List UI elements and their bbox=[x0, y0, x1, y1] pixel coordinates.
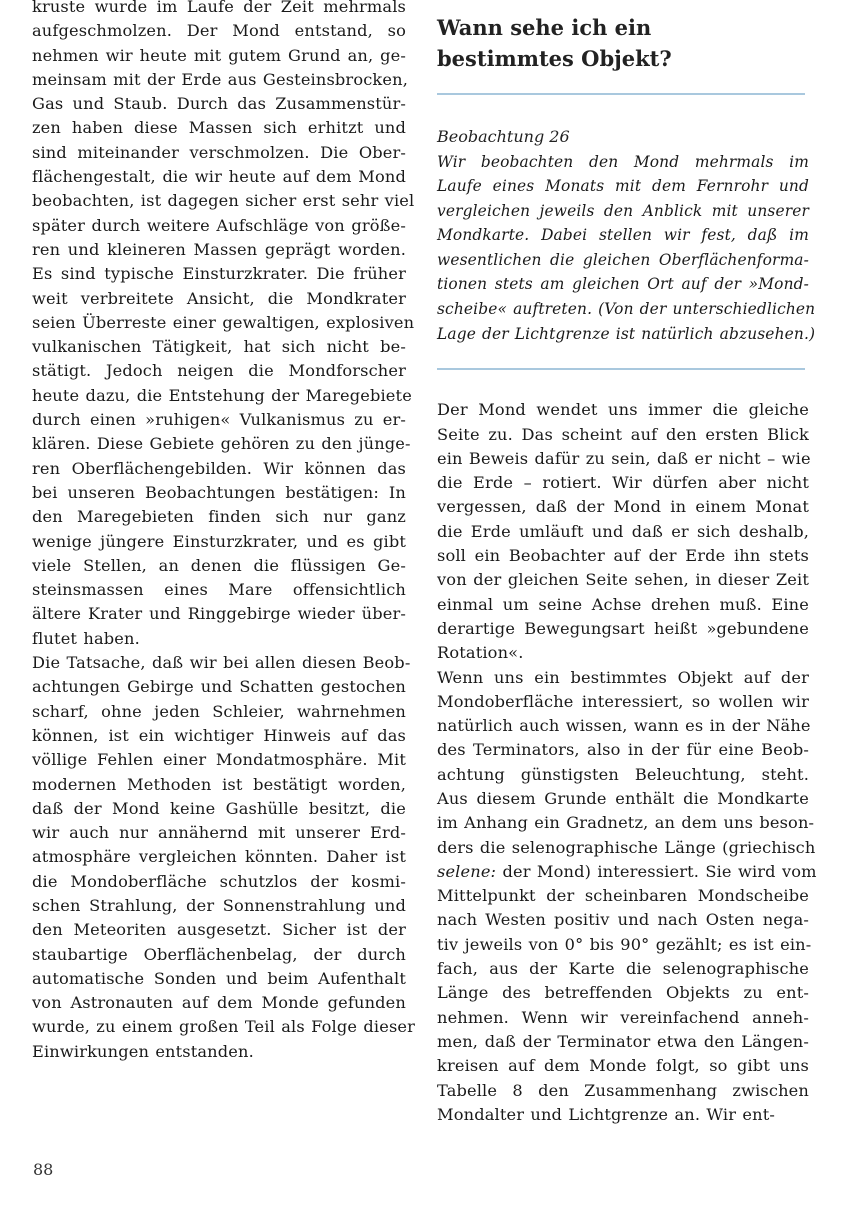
text-line: völlige Fehlen einer Mondatmosphäre. Mit bbox=[32, 750, 406, 770]
text-line: atmosphäre vergleichen könnten. Daher ist bbox=[32, 847, 406, 867]
text-line: meinsam mit der Erde aus Gesteinsbrocken, bbox=[32, 69, 408, 89]
heading-line-1: Wann sehe ich ein bbox=[437, 15, 652, 40]
text-line: soll ein Beobachter auf der Erde ihn stets bbox=[437, 546, 809, 566]
text-line: Mondkarte. Dabei stellen wir fest, daß im bbox=[437, 226, 809, 245]
text-line: Laufe eines Monats mit dem Fernrohr und bbox=[437, 177, 809, 196]
text-line: daß der Mond keine Gashülle besitzt, die bbox=[32, 798, 406, 818]
text-line: Einwirkungen entstanden. bbox=[32, 1041, 254, 1061]
text-line: natürlich auch wissen, wann es in der Nähe bbox=[437, 716, 811, 736]
text-line: scheibe« auftreten. (Von der unterschiedlichen bbox=[437, 300, 816, 319]
text-line: ren und kleineren Massen geprägt worden. bbox=[32, 239, 406, 259]
text-line: Die Tatsache, daß wir bei allen diesen Beob- bbox=[32, 653, 411, 673]
text-line: Seite zu. Das scheint auf den ersten Blick bbox=[437, 424, 809, 444]
text-line: vulkanischen Tätigkeit, hat sich nicht be- bbox=[32, 337, 406, 357]
text-line: ältere Krater und Ringgebirge wieder über- bbox=[32, 604, 406, 624]
text-line: den Meteoriten ausgesetzt. Sicher ist der bbox=[32, 920, 406, 940]
text-line: Mondoberfläche interessiert, so wollen wir bbox=[437, 691, 809, 711]
text-line: heute dazu, die Entstehung der Maregebiete bbox=[32, 385, 412, 405]
text-line: selene: der Mond) interessiert. Sie wird vom bbox=[437, 861, 817, 881]
left-column-text bbox=[32, 0, 416, 1064]
text-line: von der gleichen Seite sehen, in dieser Zeit bbox=[437, 570, 809, 590]
text-line: Lage der Lichtgrenze ist natürlich abzusehen.) bbox=[437, 324, 816, 343]
right-column-text bbox=[437, 398, 817, 1127]
text-line: steinsmassen eines Mare offensichtlich bbox=[32, 580, 406, 600]
text-line: achtung günstigsten Beleuchtung, steht. bbox=[437, 764, 809, 784]
text-line: fach, aus der Karte die selenographische bbox=[437, 959, 809, 979]
text-line: men, daß der Terminator etwa den Längen- bbox=[437, 1031, 809, 1051]
text-line: Rotation«. bbox=[437, 643, 524, 663]
text-line: Wenn uns ein bestimmtes Objekt auf der bbox=[437, 667, 809, 687]
observation-text bbox=[437, 150, 816, 347]
text-line: klären. Diese Gebiete gehören zu den jünge- bbox=[32, 434, 411, 454]
text-line: kreisen auf dem Monde folgt, so gibt uns bbox=[437, 1056, 809, 1076]
text-line: Mittelpunkt der scheinbaren Mondscheibe bbox=[437, 886, 809, 906]
text-line: Es sind typische Einsturzkrater. Die früher bbox=[32, 264, 406, 284]
text-line: wesentlichen die gleichen Oberflächenforma- bbox=[437, 250, 809, 269]
text-line: nehmen. Wenn wir vereinfachend anneh- bbox=[437, 1007, 809, 1027]
text-line: nach Westen positiv und nach Osten nega- bbox=[437, 910, 809, 930]
text-line: ren Oberflächengebilden. Wir können das bbox=[32, 458, 406, 478]
text-line: achtungen Gebirge und Schatten gestochen bbox=[32, 677, 406, 697]
text-line: Wir beobachten den Mond mehrmals im bbox=[437, 152, 809, 171]
text-line: vergessen, daß der Mond in einem Monat bbox=[437, 497, 809, 517]
text-line: wenige jüngere Einsturzkrater, und es gibt bbox=[32, 531, 406, 551]
divider-top bbox=[437, 93, 805, 95]
text-line: modernen Methoden ist bestätigt worden, bbox=[32, 774, 406, 794]
text-line: automatische Sonden und beim Aufenthalt bbox=[32, 968, 406, 988]
text-line: zen haben diese Massen sich erhitzt und bbox=[32, 118, 406, 138]
text-line: wurde, zu einem großen Teil als Folge dieser bbox=[32, 1017, 416, 1037]
text-line: weit verbreitete Ansicht, die Mondkrater bbox=[32, 288, 406, 308]
text-line: im Anhang ein Gradnetz, an dem uns beson- bbox=[437, 813, 815, 833]
text-line: sind miteinander verschmolzen. Die Ober- bbox=[32, 142, 406, 162]
right-column bbox=[437, 0, 817, 1127]
text-line: Länge des betreffenden Objekts zu ent- bbox=[437, 983, 809, 1003]
text-line: scharf, ohne jeden Schleier, wahrnehmen bbox=[32, 701, 406, 721]
divider-bottom bbox=[437, 368, 805, 370]
text-line: derartige Bewegungsart heißt »gebundene bbox=[437, 618, 809, 638]
text-line: Der Mond wendet uns immer die gleiche bbox=[437, 400, 809, 420]
page-number: 88 bbox=[33, 1160, 54, 1179]
text-line: tionen stets am gleichen Ort auf der »Mond- bbox=[437, 275, 809, 294]
text-line: vergleichen jeweils den Anblick mit unserer bbox=[437, 201, 809, 220]
text-line: von Astronauten auf dem Monde gefunden bbox=[32, 993, 406, 1013]
text-line: flächengestalt, die wir heute auf dem Mond bbox=[32, 167, 406, 187]
text-line: Gas und Staub. Durch das Zusammenstür- bbox=[32, 94, 406, 114]
text-line: die Erde umläuft und daß er sich deshalb, bbox=[437, 521, 809, 541]
text-line: einmal um seine Achse drehen muß. Eine bbox=[437, 594, 809, 614]
text-line: den Maregebieten finden sich nur ganz bbox=[32, 507, 406, 527]
left-column bbox=[32, 0, 416, 1064]
text-line: Tabelle 8 den Zusammenhang zwischen bbox=[437, 1080, 809, 1100]
text-line: ders die selenographische Länge (griechisch bbox=[437, 837, 816, 857]
text-line: staubartige Oberflächenbelag, der durch bbox=[32, 944, 406, 964]
text-line: wir auch nur annähernd mit unserer Erd- bbox=[32, 823, 406, 843]
text-line: können, ist ein wichtiger Hinweis auf das bbox=[32, 725, 406, 745]
text-line: später durch weitere Aufschläge von größe- bbox=[32, 215, 406, 235]
text-line: ein Beweis dafür zu sein, daß er nicht – wie bbox=[437, 448, 811, 468]
section-heading bbox=[437, 0, 809, 74]
text-line: durch einen »ruhigen« Vulkanismus zu er- bbox=[32, 410, 406, 430]
text-line: beobachten, ist dagegen sicher erst sehr viel bbox=[32, 191, 415, 211]
text-line: die Erde – rotiert. Wir dürfen aber nicht bbox=[437, 473, 809, 493]
text-line: nehmen wir heute mit gutem Grund an, ge- bbox=[32, 45, 406, 65]
text-line: die Mondoberfläche schutzlos der kosmi- bbox=[32, 871, 406, 891]
text-line: aufgeschmolzen. Der Mond entstand, so bbox=[32, 21, 406, 41]
text-line: kruste wurde im Laufe der Zeit mehrmals bbox=[32, 0, 406, 16]
heading-line-2: bestimmtes Objekt? bbox=[437, 46, 672, 71]
text-line: viele Stellen, an denen die flüssigen Ge- bbox=[32, 555, 406, 575]
text-line: tiv jeweils von 0° bis 90° gezählt; es ist ein- bbox=[437, 934, 812, 954]
text-line: seien Überreste einer gewaltigen, explosiven bbox=[32, 312, 415, 332]
text-line: Mondalter und Lichtgrenze an. Wir ent- bbox=[437, 1104, 776, 1124]
text-line: des Terminators, also in der für eine Beob- bbox=[437, 740, 809, 760]
text-line: schen Strahlung, der Sonnenstrahlung und bbox=[32, 895, 406, 915]
text-line: Aus diesem Grunde enthält die Mondkarte bbox=[437, 789, 809, 808]
text-line: bei unseren Beobachtungen bestätigen: In bbox=[32, 482, 406, 502]
text-line: stätigt. Jedoch neigen die Mondforscher bbox=[32, 361, 406, 381]
observation-title: Beobachtung 26 bbox=[437, 127, 570, 146]
text-line: flutet haben. bbox=[32, 628, 140, 648]
italic-term: selene: bbox=[437, 861, 497, 881]
